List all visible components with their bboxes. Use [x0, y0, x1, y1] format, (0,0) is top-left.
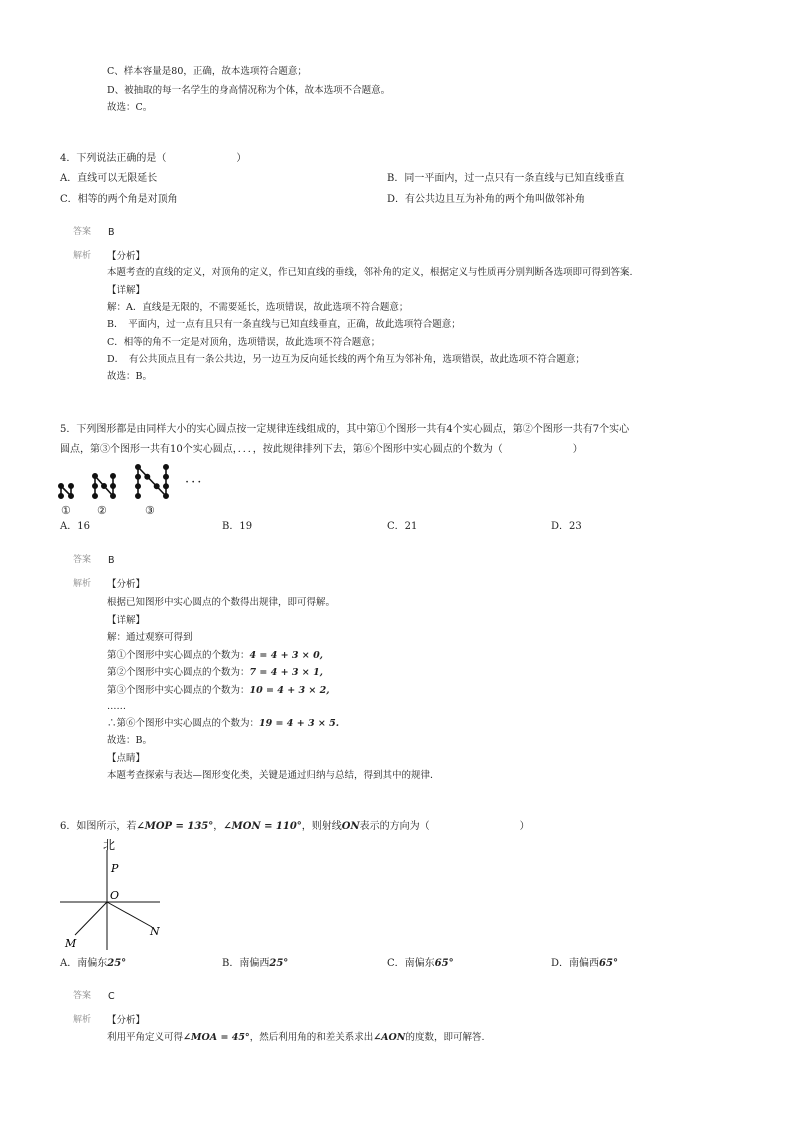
figure-1-pattern: [59, 484, 73, 498]
q4-detail-line: 解：A．直线是无限的，不需要延长，选项错误，故此选项不符合题意；: [107, 302, 409, 313]
q6-stem: [60, 820, 530, 833]
q5-step-formula: 7 = 4 + 3 × 1,: [249, 667, 323, 678]
q5-option-c: C．21: [387, 521, 418, 532]
q5-answer: B: [108, 555, 115, 566]
option-value: 25°: [269, 958, 289, 969]
q5-detail-intro: 解：通过观察可得到: [107, 632, 193, 643]
q6-option-b: [222, 957, 288, 970]
q5-stem-line2: 圆点，第③个图形一共有10个实心圆点，．．．，按此规律排列下去，第⑥个图形中实心圆点的个数为（ ）: [60, 444, 583, 455]
q6-answer-label: 答案: [73, 991, 92, 1001]
q6-sep2: ，则射线: [301, 821, 342, 832]
q6-direction-diagram: [55, 835, 175, 955]
q5-conclusion: [107, 717, 339, 730]
option-text: B．南偏西: [222, 958, 270, 969]
option-text: D．南偏西: [551, 958, 600, 969]
q5-conclusion-formula: 19 = 4 + 3 × 5.: [259, 718, 340, 729]
q4-option-a: A．直线可以无限延长: [60, 173, 158, 184]
q4-stem: 4．下列说法正确的是（ ）: [60, 153, 247, 164]
analysis-prefix: 利用平角定义可得: [107, 1032, 184, 1043]
q5-analysis-text: 根据已知图形中实心圆点的个数得出规律，即可得解。: [107, 597, 336, 608]
q6-sep: ，: [213, 821, 224, 832]
option-value: 65°: [599, 958, 618, 969]
q6-option-c: [387, 957, 454, 970]
option-value: 25°: [107, 958, 127, 969]
analysis-formula-aon: ∠AON: [373, 1032, 406, 1043]
figure-2-label: ②: [97, 504, 107, 517]
prev-option-c-line: C、样本容量是80，正确，故本选项符合题意；: [107, 66, 307, 77]
q5-option-a: A．16: [60, 521, 90, 532]
q6-option-a: [60, 957, 126, 970]
option-text: C．南偏东: [387, 958, 435, 969]
point-n-label: N: [150, 925, 160, 938]
q5-option-b: B．19: [222, 521, 253, 532]
point-m-label: M: [65, 937, 77, 950]
q6-analysis-head: 【分析】: [107, 1015, 146, 1026]
q5-dots: ……: [107, 701, 126, 712]
q5-ellipsis: ···: [185, 475, 204, 490]
q4-analysis-head: 【分析】: [107, 251, 146, 262]
q4-choice: 故选：B。: [107, 371, 152, 382]
figure-3-label: ③: [145, 504, 155, 517]
q5-option-d: D．23: [551, 521, 582, 532]
q4-analysis-text: 本题考查的直线的定义，对顶角的定义，作已知直线的垂线，邻补角的定义，根据定义与性质再分别判断各选项即可得到答案.: [107, 267, 633, 278]
option-value: 65°: [434, 958, 454, 969]
q6-stem-suffix: 表示的方向为（ ）: [359, 821, 530, 832]
figure-1-label: ①: [61, 504, 71, 517]
q5-step-text: 第①个图形中实心圆点的个数为：: [107, 650, 250, 661]
q5-comment-head: 【点睛】: [107, 753, 146, 764]
q6-formula-mon: ∠MON = 110°: [223, 821, 302, 832]
north-label: 北: [103, 838, 116, 852]
q6-stem-prefix: 6．如图所示，若: [60, 821, 137, 832]
q6-answer: C: [108, 991, 115, 1002]
q6-option-d: [551, 957, 618, 970]
q6-ray: ON: [341, 821, 360, 832]
q5-choice: 故选：B。: [107, 735, 152, 746]
point-o-label: O: [110, 889, 120, 902]
analysis-suffix: 的度数，即可解答.: [405, 1032, 485, 1043]
q5-step-text: 第②个图形中实心圆点的个数为：: [107, 667, 250, 678]
figure-2-pattern: [93, 474, 115, 498]
q5-conclusion-text: ∴第⑥个图形中实心圆点的个数为：: [107, 718, 260, 729]
q5-detail-head: 【详解】: [107, 615, 146, 626]
ray-on: [107, 902, 152, 927]
q5-step-formula: 4 = 4 + 3 × 0,: [249, 650, 323, 661]
q5-step: [107, 666, 323, 679]
q6-analysis-label: 解析: [73, 1015, 92, 1025]
q5-analysis-head: 【分析】: [107, 579, 146, 590]
q4-option-d: D．有公共边且互为补角的两个角叫做邻补角: [387, 194, 586, 205]
q4-answer-label: 答案: [73, 227, 92, 237]
q5-step: [107, 649, 323, 662]
q5-stem-line1: 5．下列图形都是由同样大小的实心圆点按一定规律连线组成的，其中第①个图形一共有4个实心圆点，第②个图形一共有7个实心: [60, 424, 630, 435]
q4-detail-line: C．相等的角不一定是对顶角，选项错误，故此选项不符合题意；: [107, 337, 381, 348]
q5-figures: [55, 460, 215, 520]
q5-comment: 本题考查探索与表达—图形变化类，关键是通过归纳与总结，得到其中的规律．: [107, 770, 440, 781]
q6-analysis-text: [107, 1031, 485, 1044]
q4-answer: B: [108, 227, 115, 238]
q4-detail-line: D． 有公共顶点且有一条公共边，另一边互为反向延长线的两个角互为邻补角，选项错误，故此选项不符合题意；: [107, 354, 585, 365]
q4-option-c: C．相等的两个角是对顶角: [60, 194, 178, 205]
q5-answer-label: 答案: [73, 555, 92, 565]
figure-3-pattern: [136, 465, 168, 498]
q6-formula-mop: ∠MOP = 135°: [136, 821, 214, 832]
q5-analysis-label: 解析: [73, 579, 92, 589]
option-text: A．南偏东: [60, 958, 108, 969]
analysis-formula-moa: ∠MOA = 45°: [183, 1032, 250, 1043]
ray-om: [75, 902, 107, 935]
point-p-label: P: [111, 862, 119, 875]
q4-analysis-label: 解析: [73, 251, 92, 261]
q4-detail-line: B． 平面内，过一点有且只有一条直线与已知直线垂直，正确，故此选项符合题意；: [107, 319, 461, 330]
prev-option-d-line: D、被抽取的每一名学生的身高情况称为个体，故本选项不合题意。: [107, 85, 391, 96]
q4-detail-head: 【详解】: [107, 285, 146, 296]
prev-choice: 故选：C。: [107, 102, 153, 113]
q5-step-text: 第③个图形中实心圆点的个数为：: [107, 685, 250, 696]
q5-step-formula: 10 = 4 + 3 × 2,: [249, 685, 330, 696]
q4-option-b: B．同一平面内，过一点只有一条直线与已知直线垂直: [387, 173, 625, 184]
q5-step: [107, 684, 330, 697]
analysis-mid: ，然后利用角的和差关系求出: [249, 1032, 374, 1043]
